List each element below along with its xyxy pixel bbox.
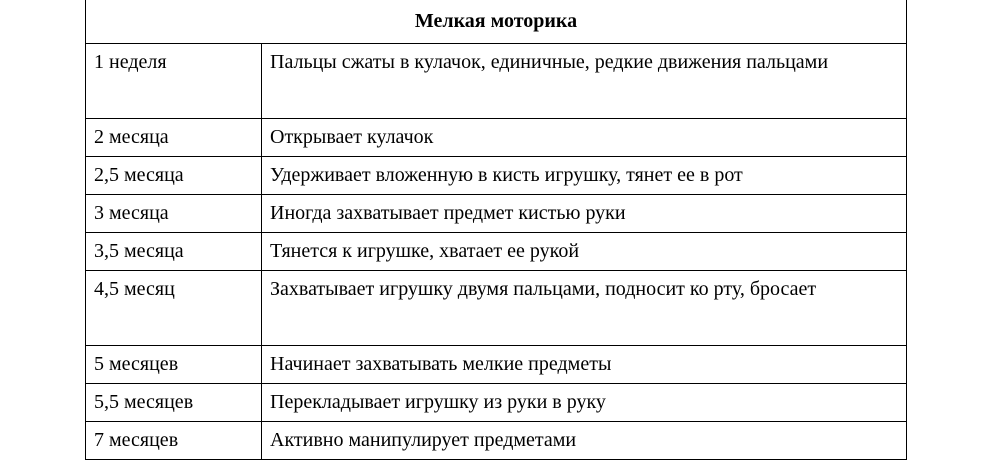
age-cell: 2 месяца (86, 119, 262, 157)
skill-cell: Захватывает игрушку двумя пальцами, подносит ко рту, бросает (262, 271, 907, 346)
table-row (86, 422, 907, 460)
age-cell: 5,5 месяцев (86, 384, 262, 422)
table-row (86, 233, 907, 271)
fine-motor-table-container (85, 0, 906, 460)
skill-cell: Тянется к игрушке, хватает ее рукой (262, 233, 907, 271)
table-row (86, 195, 907, 233)
table-title: Мелкая моторика (86, 0, 907, 44)
table-row (86, 384, 907, 422)
age-cell: 1 неделя (86, 44, 262, 119)
age-cell: 7 месяцев (86, 422, 262, 460)
fine-motor-table (85, 0, 907, 460)
table-row (86, 271, 907, 346)
skill-cell: Перекладывает игрушку из руки в руку (262, 384, 907, 422)
age-cell: 4,5 месяц (86, 271, 262, 346)
skill-cell: Начинает захватывать мелкие предметы (262, 346, 907, 384)
table-row (86, 346, 907, 384)
age-cell: 2,5 месяца (86, 157, 262, 195)
table-row (86, 119, 907, 157)
age-cell: 3 месяца (86, 195, 262, 233)
skill-cell: Активно манипулирует предметами (262, 422, 907, 460)
table-row (86, 44, 907, 119)
skill-cell: Удерживает вложенную в кисть игрушку, тянет ее в рот (262, 157, 907, 195)
skill-cell: Открывает кулачок (262, 119, 907, 157)
age-cell: 5 месяцев (86, 346, 262, 384)
skill-cell: Пальцы сжаты в кулачок, единичные, редкие движения пальцами (262, 44, 907, 119)
age-cell: 3,5 месяца (86, 233, 262, 271)
skill-cell: Иногда захватывает предмет кистью руки (262, 195, 907, 233)
table-row (86, 157, 907, 195)
table-header-row (86, 0, 907, 44)
